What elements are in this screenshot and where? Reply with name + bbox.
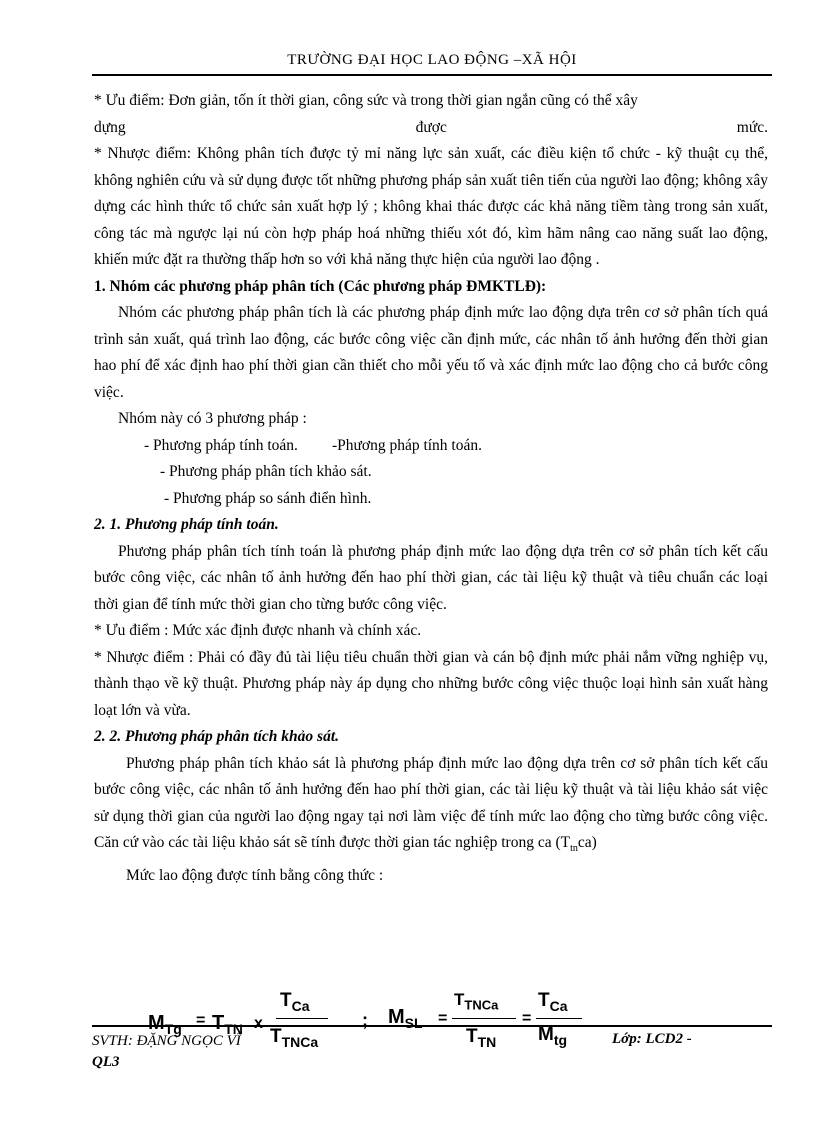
fraction-3-bar [536, 1018, 582, 1019]
section-2-1-advantages: * Ưu điểm : Mức xác định được nhanh và chính xác. [94, 622, 422, 639]
fraction-1-numerator: $T_{Ca}$ [280, 990, 310, 1014]
section-2-1-paragraph: Phương pháp phân tích tính toán là phương pháp định mức lao động dựa trên cơ sở phân tích kết cấu bước công việc, các nhân tố ảnh hưởng đến hao phí thời gian, các tài liệu kỹ thuật và tiêu chuẩn các loại thời gian để tính mức thời gian cho từng bước công việc. [94, 542, 768, 613]
fraction-3-denominator: $M_{tg}$ [538, 1024, 568, 1048]
section-2-2-paragraph [94, 751, 768, 863]
method-count: Nhóm này có 3 phương pháp : [118, 410, 307, 427]
formula-equals: = [522, 1010, 532, 1027]
footer-student [92, 1031, 241, 1073]
section-2-1-heading: 2. 1. Phương pháp tính toán. [94, 516, 279, 533]
disadvantages-paragraph: * Nhược điểm: Không phân tích được tỷ mỉ năng lực sản xuất, các điều kiện tổ chức - kỹ thuật cụ thể, không nghiên cứu và sử dụng được tốt những phương pháp sản xuất tiên tiến của người lao động; không xây dựng các hình thức tổ chức sản xuất hợp lý ; không khai thác được các khả năng tiềm tàng trong sản xuất, công tác mà ngược lại nú còn hợp pháp hoá những thiếu xót đó, kìm hãm nâng cao năng suất lao động, khiến mức đặt ra thường thấp hơn so với khả năng thực hiện của người lao động . [94, 145, 768, 268]
class-value: LCD2 - [645, 1031, 692, 1047]
method-item-1-alt: -Phương pháp tính toán. [331, 436, 482, 454]
formula-times: x [254, 1015, 263, 1032]
formula-separator: ; [362, 1010, 368, 1030]
word: được [415, 118, 447, 136]
section-2-2-heading: 2. 2. Phương pháp phân tích khảo sát. [94, 728, 339, 745]
formula-equals: = [438, 1010, 448, 1027]
word: mức. [736, 118, 768, 136]
fraction-2-bar [452, 1018, 516, 1019]
advantages-line: * Ưu điểm: Đơn giản, tốn ít thời gian, công sức và trong thời gian ngắn cũng có thể xây [94, 92, 638, 109]
fraction-1-denominator: $T_{TNCa}$ [270, 1026, 319, 1050]
student-name: SVTH: ĐẶNG NGỌC VĨ [92, 1033, 241, 1049]
formula-m-sl: $M_{SL}$ [388, 1006, 423, 1031]
footer-class [612, 1031, 692, 1048]
header-title: TRƯỜNG ĐẠI HỌC LAO ĐỘNG –XÃ HỘI [287, 52, 577, 68]
fraction-1-bar [276, 1018, 328, 1019]
footer-rule [92, 1025, 772, 1027]
formula-equals: = [196, 1012, 206, 1029]
formula-t-tn: $T_{TN}$ [212, 1012, 243, 1037]
fraction-2-numerator: $T_{TNCa}$ [454, 990, 499, 1013]
word: dựng [94, 118, 126, 136]
fraction-3-numerator: $T_{Ca}$ [538, 990, 568, 1014]
document-body [94, 88, 768, 889]
section-1-paragraph: Nhóm các phương pháp phân tích là các phương pháp định mức lao động dựa trên cơ sở phân tích quá trình sản xuất, quá trình lao động, các bước công việc cần định mức, các nhân tố ảnh hưởng đến thời gian hao phí để xác định hao phí thời gian cần thiết cho mỗi yếu tố và xác định mức lao động cho cả bước công việc. [94, 304, 768, 401]
class-label: Lớp: [612, 1031, 642, 1047]
advantages-line-2 [94, 115, 768, 142]
student-code: QL3 [92, 1054, 120, 1070]
formula-m-tg: $M_{Tg}$ [148, 1012, 182, 1037]
method-item-3: - Phương pháp so sánh điển hình. [164, 489, 372, 507]
header-rule [92, 74, 772, 76]
method-list-item [94, 433, 768, 460]
formula-intro: Mức lao động được tính bằng công thức : [126, 866, 384, 884]
section-1-heading: 1. Nhóm các phương pháp phân tích (Các phương pháp ĐMKTLĐ): [94, 277, 547, 295]
paragraph-text: Phương pháp phân tích khảo sát là phương pháp định mức lao động dựa trên cơ sở phân tích kết cấu bước công việc, các nhân tố ảnh hưởng đến hao phí thời gian, các tài liệu kỹ thuật và tài liệu khảo sát việc sử dụng thời gian của người lao động ngay tại nơi làm việc để tính mức lao động cho từng bước công việc. Căn cứ vào các tài liệu khảo sát sẽ tính được thời gian tác nghiệp trong ca (T [94, 754, 768, 851]
method-item-1: - Phương pháp tính toán. [144, 436, 298, 454]
paragraph-end: ca) [577, 834, 597, 851]
subscript: tn [570, 843, 578, 855]
method-item-2: - Phương pháp phân tích khảo sát. [160, 463, 372, 480]
section-2-1-disadvantages: * Nhược điểm : Phải có đầy đủ tài liệu tiêu chuẩn thời gian và cán bộ định mức phải nắm vững nghiệp vụ, thành thạo về kỹ thuật. Phương pháp này áp dụng cho những bước công việc thuộc loại hình sản xuất hàng loạt lớn và vừa. [94, 648, 768, 719]
fraction-2-denominator: $T_{TN}$ [466, 1026, 497, 1050]
